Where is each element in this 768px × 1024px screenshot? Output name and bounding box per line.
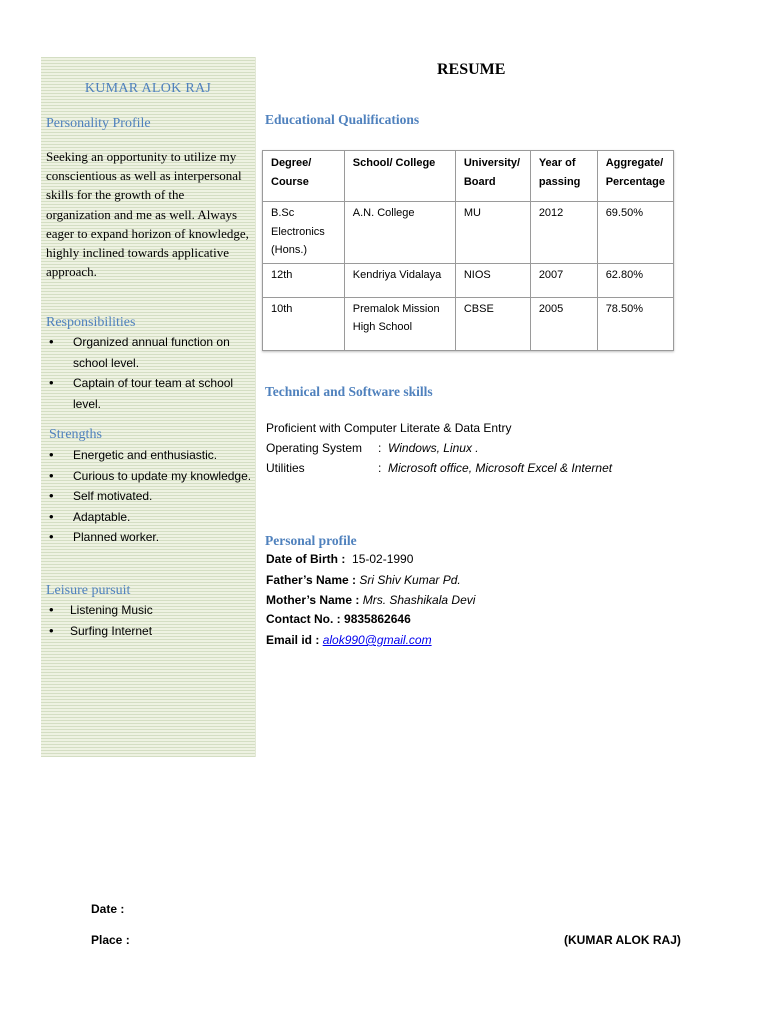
column-header: School/ College xyxy=(344,151,455,202)
date-label: Date : xyxy=(91,902,125,916)
strengths-list xyxy=(46,445,252,548)
education-table xyxy=(262,150,674,351)
dob-label: Date of Birth : xyxy=(266,552,346,566)
father-row xyxy=(266,573,461,587)
skills-heading: Technical and Software skills xyxy=(265,384,433,399)
utilities-label: Utilities xyxy=(266,461,305,475)
strengths-heading: Strengths xyxy=(49,427,102,442)
list-item: • Self motivated. xyxy=(46,486,252,507)
list-item: • Adaptable. xyxy=(46,507,252,528)
father-label: Father’s Name : xyxy=(266,573,357,587)
email-label: Email id : xyxy=(266,633,320,647)
education-heading: Educational Qualifications xyxy=(265,112,420,127)
skills-line: Proficient with Computer Literate & Data Entry xyxy=(266,421,512,435)
list-item: • Listening Music xyxy=(46,600,252,621)
table-cell: 2005 xyxy=(530,297,597,350)
father-value: Sri Shiv Kumar Pd. xyxy=(359,573,461,587)
table-row xyxy=(263,202,674,264)
os-label: Operating System xyxy=(266,441,363,455)
table-cell: 62.80% xyxy=(597,263,673,297)
table-cell: CBSE xyxy=(455,297,530,350)
dob-row xyxy=(266,552,413,566)
list-item: • Curious to update my knowledge. xyxy=(46,466,252,487)
responsibilities-heading: Responsibilities xyxy=(46,315,136,330)
table-row xyxy=(263,263,674,297)
table-cell: 69.50% xyxy=(597,202,673,264)
signature-name: (KUMAR ALOK RAJ) xyxy=(564,933,681,947)
table-cell: B.Sc Electronics (Hons.) xyxy=(263,202,345,264)
table-cell: MU xyxy=(455,202,530,264)
sidebar xyxy=(41,57,256,757)
place-label: Place : xyxy=(91,933,130,947)
os-row xyxy=(266,441,479,455)
personality-profile-heading: Personality Profile xyxy=(46,116,151,131)
utilities-separator: : xyxy=(378,461,382,475)
mother-row xyxy=(266,593,475,607)
page-title: RESUME xyxy=(437,61,506,78)
table-cell: NIOS xyxy=(455,263,530,297)
list-item: • Captain of tour team at school level. xyxy=(46,373,252,414)
column-header: Year of passing xyxy=(530,151,597,202)
utilities-value: Microsoft office, Microsoft Excel & Internet xyxy=(388,461,613,475)
email-row xyxy=(266,633,432,647)
contact-label: Contact No. : xyxy=(266,612,341,626)
mother-value: Mrs. Shashikala Devi xyxy=(362,593,476,607)
personal-profile-heading: Personal profile xyxy=(265,533,357,548)
table-header-row xyxy=(263,151,674,202)
table-cell: 10th xyxy=(263,297,345,350)
leisure-list xyxy=(46,600,252,641)
list-item: • Organized annual function on school level. xyxy=(46,332,252,373)
os-value: Windows, Linux . xyxy=(388,441,479,455)
table-cell: 78.50% xyxy=(597,297,673,350)
table-cell: 2012 xyxy=(530,202,597,264)
table-cell: A.N. College xyxy=(344,202,455,264)
table-cell: Premalok Mission High School xyxy=(344,297,455,350)
table-cell: Kendriya Vidalaya xyxy=(344,263,455,297)
os-separator: : xyxy=(378,441,382,455)
table-row xyxy=(263,297,674,350)
email-link[interactable]: alok990@gmail.com xyxy=(322,633,432,647)
list-item: • Planned worker. xyxy=(46,527,252,548)
table-cell: 12th xyxy=(263,263,345,297)
column-header: Degree/ Course xyxy=(263,151,345,202)
list-item: • Surfing Internet xyxy=(46,621,252,642)
leisure-heading: Leisure pursuit xyxy=(46,583,131,598)
mother-label: Mother’s Name : xyxy=(266,593,360,607)
table-cell: 2007 xyxy=(530,263,597,297)
contact-row xyxy=(266,612,411,626)
contact-value: 9835862646 xyxy=(344,612,411,626)
personality-profile-text: Seeking an opportunity to utilize my conscientious as well as interpersonal skills for the growth of the organization and me as well. Always eager to expand horizon of knowledge, highly inclined towards applicative approach. xyxy=(46,149,249,280)
column-header: Aggregate/ Percentage xyxy=(597,151,673,202)
dob-value: 15-02-1990 xyxy=(352,552,414,566)
responsibilities-list xyxy=(46,332,252,414)
utilities-row xyxy=(266,461,612,475)
column-header: University/ Board xyxy=(455,151,530,202)
sidebar-name: KUMAR ALOK RAJ xyxy=(84,81,212,96)
list-item: • Energetic and enthusiastic. xyxy=(46,445,252,466)
